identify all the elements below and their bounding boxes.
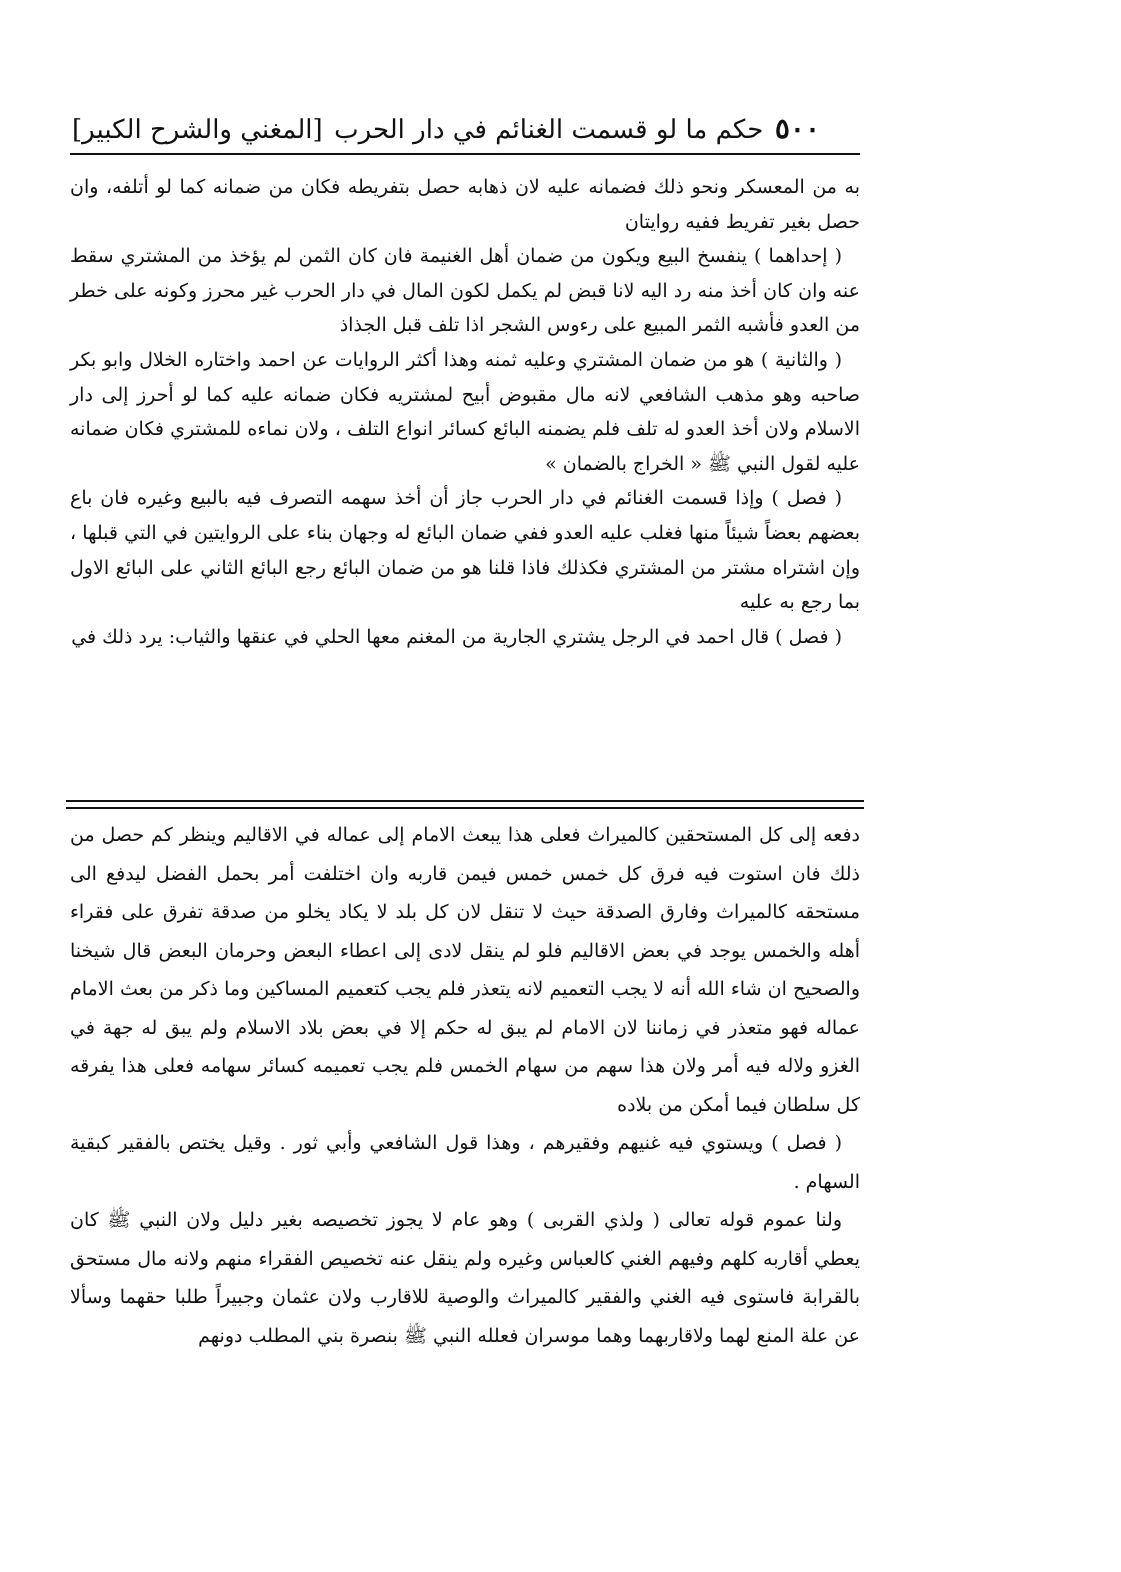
paragraph: ( فصل ) وإذا قسمت الغنائم في دار الحرب جاز أن أخذ سهمه التصرف فيه بالبيع وغيره فان باع بعضهم بعضاً شيئاً منها فغلب عليه العدو ففي ضمان البائع له وجهان بناء على الروايتين في التي قبلها ، وإن اشتراه مشتر من المشتري فكذلك فاذا قلنا هو من ضمان البائع رجع البائع الثاني على البائع الاول بما رجع به عليه <box>70 487 860 614</box>
paragraph: به من المعسكر ونحو ذلك فضمانه عليه لان ذهابه حصل بتفريطه فكان من ضمانه كما لو أتلفه، وان حصل بغير تفريط ففيه روايتان <box>70 176 860 233</box>
main-text <box>70 170 860 654</box>
paragraph: ( فصل ) ويستوي فيه غنيهم وفقيرهم ، وهذا قول الشافعي وأبي ثور . وقيل يختص بالفقير كبقية السهام . <box>70 1132 860 1193</box>
paragraph: ( والثانية ) هو من ضمان المشتري وعليه ثمنه وهذا أكثر الروايات عن احمد واختاره الخلال وابو بكر صاحبه وهو مذهب الشافعي لانه مال مقبوض أبيح لمشتريه فكان ضمانه عليه كما لو أحرز إلى دار الاسلام ولان أخذ العدو له تلف فلم يضمنه البائع كسائر انواع التلف ، ولان نماءه للمشتري فكان ضمانه عليه لقول النبي ﷺ « الخراج بالضمان » <box>70 348 860 475</box>
chapter-title: حكم ما لو قسمت الغنائم في دار الحرب <box>334 115 764 145</box>
commentary-text <box>70 816 860 1355</box>
page-header <box>72 112 820 145</box>
paragraph: ( إحداهما ) ينفسخ البيع ويكون من ضمان أهل الغنيمة فان كان الثمن لم يؤخذ من المشتري سقط عنه وان كان أخذ منه رد اليه لانا قبض لم يكمل لكون المال في دار الحرب غير محرز وكونه على خطر من العدو فأشبه الثمر المبيع على رءوس الشجر اذا تلف قبل الجذاذ <box>70 245 860 337</box>
paragraph: ولنا عموم قوله تعالى ( ولذي القربى ) وهو عام لا يجوز تخصيصه بغير دليل ولان النبي ﷺ كان يعطي أقاربه كلهم وفيهم الغني كالعباس وغيره ولم ينقل عنه تخصيص الفقراء منهم ولانه مال مستحق بالقرابة فاستوى فيه الغني والفقير كالميراث والوصية للاقارب ولان عثمان وجبيراً طلبا حقهما وسألا عن علة المنع لهما ولاقاربهما وهما موسران فعلله النبي ﷺ بنصرة بني المطلب دونهم <box>70 1209 860 1347</box>
header-rule <box>70 153 860 155</box>
section-divider <box>66 800 864 809</box>
paragraph: ( فصل ) قال احمد في الرجل يشتري الجارية من المغنم معها الحلي في عنقها والثياب: يرد ذلك في <box>71 625 842 648</box>
book-title: [المغني والشرح الكبير] <box>72 115 323 145</box>
page-number: ٥٠٠ <box>774 112 820 145</box>
paragraph: دفعه إلى كل المستحقين كالميراث فعلى هذا يبعث الامام إلى عماله في الاقاليم وينظر كم حصل من ذلك فان استوت فيه فرق كل خمس خمس فيمن قاربه وان اختلفت أمر بحمل الفضل ليدفع الى مستحقه كالميراث وفارق الصدقة حيث لا تنقل لان كل بلد لا يكاد يخلو من صدقة تفرق على فقراء أهله والخمس يوجد في بعض الاقاليم فلو لم ينقل لادى إلى اعطاء البعض وحرمان البعض قال شيخنا والصحيح ان شاء الله أنه لا يجب التعميم لانه يتعذر فلم يجب كتعميم المساكين وما ذكر من بعث الامام عماله فهو متعذر في زماننا لان الامام لم يبق له حكم إلا في بعض بلاد الاسلام ولم يبق له جهة في الغزو ولاله فيه أمر ولان هذا سهم من سهام الخمس فلم يجب تعميمه كسائر سهامه فعلى هذا يفرقه كل سلطان فيما أمكن من بلاده <box>70 824 860 1116</box>
